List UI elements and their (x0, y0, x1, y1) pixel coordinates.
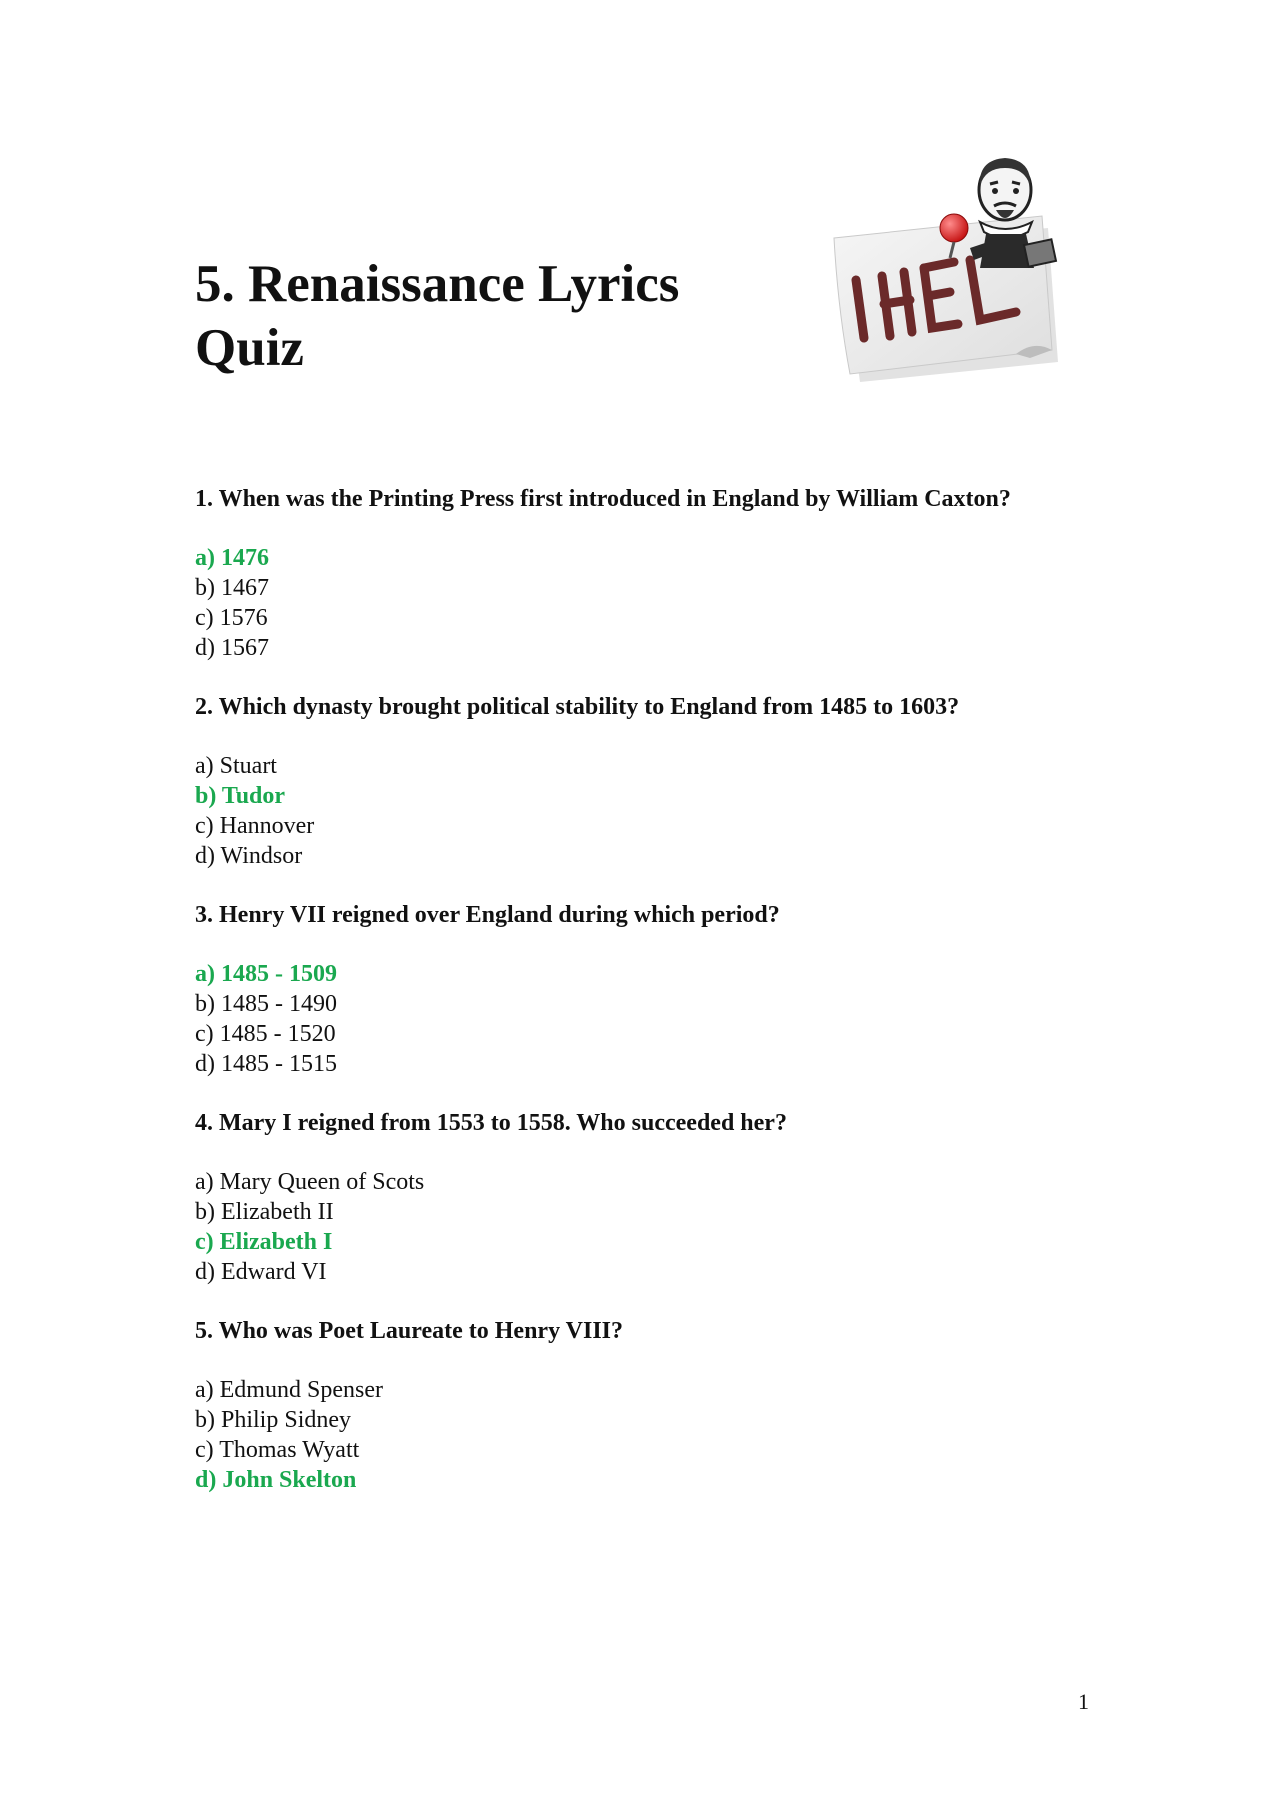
answer-options (195, 959, 1125, 1079)
answer-option: a) Stuart (195, 753, 277, 779)
answer-option: c) 1485 - 1520 (195, 1021, 336, 1047)
question-block-1 (195, 484, 1125, 663)
answer-option: c) Thomas Wyatt (195, 1437, 360, 1463)
answer-option: b) Elizabeth II (195, 1199, 334, 1225)
answer-option: d) Windsor (195, 843, 303, 869)
answer-option: c) Hannover (195, 813, 315, 839)
answer-option: c) 1576 (195, 605, 268, 631)
page-number: 1 (1078, 1689, 1089, 1714)
answer-option-correct: a) 1476 (195, 545, 269, 571)
question-text: 5. Who was Poet Laureate to Henry VIII? (195, 1318, 623, 1344)
answer-option: b) Philip Sidney (195, 1407, 352, 1433)
answer-option: b) 1485 - 1490 (195, 991, 337, 1017)
answer-options (195, 543, 1125, 663)
answer-options (195, 1167, 1125, 1287)
shakespeare-caricature-icon (970, 158, 1056, 268)
question-text: 1. When was the Printing Press first introduced in England by William Caxton? (195, 486, 1011, 512)
answer-option-correct: a) 1485 - 1509 (195, 961, 337, 987)
answer-option-correct: d) John Skelton (195, 1467, 357, 1493)
ihel-logo-icon (820, 150, 1075, 385)
question-block-4 (195, 1108, 1125, 1287)
question-text: 4. Mary I reigned from 1553 to 1558. Who succeeded her? (195, 1110, 787, 1136)
answer-option: d) 1485 - 1515 (195, 1051, 337, 1077)
question-block-3 (195, 900, 1125, 1079)
answer-option: a) Edmund Spenser (195, 1377, 383, 1403)
answer-option: d) Edward VI (195, 1259, 327, 1285)
question-text: 2. Which dynasty brought political stability to England from 1485 to 1603? (195, 694, 960, 720)
page-title-line-2: Quiz (195, 319, 304, 377)
answer-option: d) 1567 (195, 635, 269, 661)
answer-options (195, 1375, 1125, 1495)
answer-option-correct: b) Tudor (195, 783, 286, 809)
answer-options (195, 751, 1125, 871)
question-block-2 (195, 692, 1125, 871)
question-block-5 (195, 1316, 1125, 1495)
page-title-line-1: 5. Renaissance Lyrics (195, 255, 680, 313)
question-text: 3. Henry VII reigned over England during which period? (195, 902, 780, 928)
page-title (195, 252, 679, 380)
answer-option: a) Mary Queen of Scots (195, 1169, 425, 1195)
quiz (195, 484, 1125, 1524)
answer-option: b) 1467 (195, 575, 269, 601)
answer-option-correct: c) Elizabeth I (195, 1229, 333, 1255)
